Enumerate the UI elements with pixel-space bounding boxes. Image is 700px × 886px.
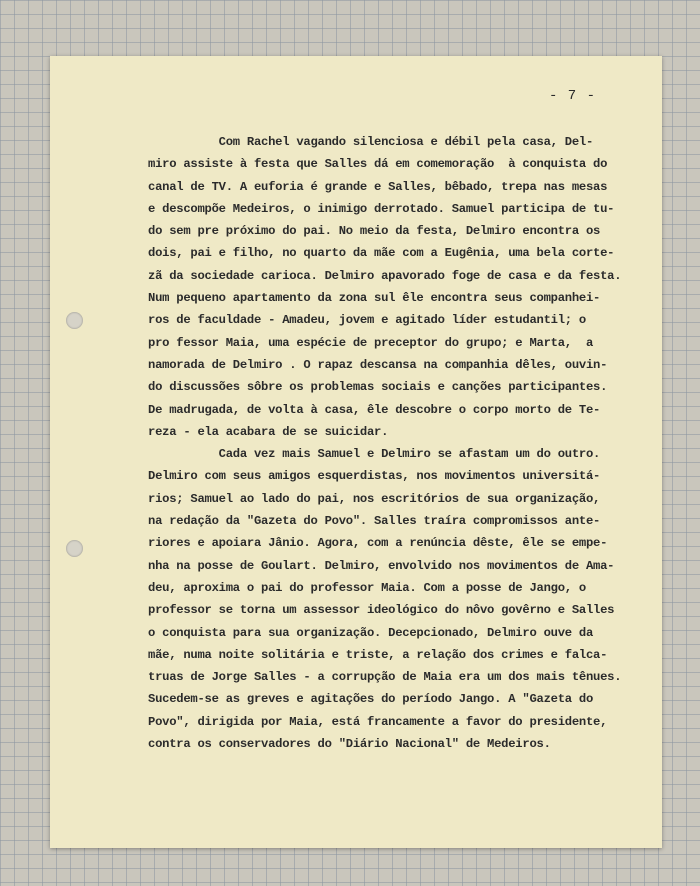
text-line: do discussões sôbre os problemas sociais e canções participantes. [148,380,608,395]
text-line: rios; Samuel ao lado do pai, nos escritórios de sua organização, [148,491,601,506]
text-line: Cada vez mais Samuel e Delmiro se afastam um do outro. [148,447,601,462]
typewritten-page [50,56,662,848]
punch-hole-bottom [66,540,83,557]
text-line: na redação da "Gazeta do Povo". Salles traíra compromissos ante- [148,514,601,529]
text-line: contra os conservadores do "Diário Nacional" de Medeiros. [148,737,551,752]
text-line: o conquista para sua organização. Decepcionado, Delmiro ouve da [148,625,594,640]
text-line: dois, pai e filho, no quarto da mãe com a Eugênia, uma bela corte- [148,246,615,261]
text-line: pro fessor Maia, uma espécie de preceptor do grupo; e Marta, a [148,335,594,350]
text-line: zã da sociedade carioca. Delmiro apavorado foge de casa e da festa. [148,268,622,283]
text-line: miro assiste à festa que Salles dá em comemoração à conquista do [148,157,608,172]
text-line: Delmiro com seus amigos esquerdistas, nos movimentos universitá- [148,469,601,484]
text-line: namorada de Delmiro . O rapaz descansa na companhia dêles, ouvin- [148,357,608,372]
text-line: nha na posse de Goulart. Delmiro, envolvido nos movimentos de Ama- [148,558,615,573]
text-line: ros de faculdade - Amadeu, jovem e agitado líder estudantil; o [148,313,586,328]
text-line: riores e apoiara Jânio. Agora, com a renúncia dêste, êle se empe- [148,536,608,551]
text-line: professor se torna um assessor ideológico do nôvo govêrno e Salles [148,603,615,618]
text-line: truas de Jorge Salles - a corrupção de Maia era um dos mais tênues. [148,670,622,685]
page-number: - 7 - [548,88,596,104]
text-line: Com Rachel vagando silenciosa e débil pela casa, Del- [148,135,594,149]
text-line: Povo", dirigida por Maia, está francamente a favor do presidente, [148,714,608,729]
punch-hole-top [66,312,83,329]
text-line: do sem pre próximo do pai. No meio da festa, Delmiro encontra os [148,224,601,239]
text-line: mãe, numa noite solitária e triste, a relação dos crimes e falca- [148,647,608,662]
text-line: Num pequeno apartamento da zona sul êle encontra seus companhei- [148,291,601,306]
text-line: reza - ela acabara de se suicidar. [148,424,389,439]
text-line: Sucedem-se as greves e agitações do período Jango. A "Gazeta do [148,692,594,707]
text-line: canal de TV. A euforia é grande e Salles, bêbado, trepa nas mesas [148,179,608,194]
text-line: e descompõe Medeiros, o inimigo derrotado. Samuel participa de tu- [148,201,615,216]
text-line: deu, aproxima o pai do professor Maia. Com a posse de Jango, o [148,580,586,595]
text-line: De madrugada, de volta à casa, êle descobre o corpo morto de Te- [148,402,601,417]
body-text [148,131,640,755]
